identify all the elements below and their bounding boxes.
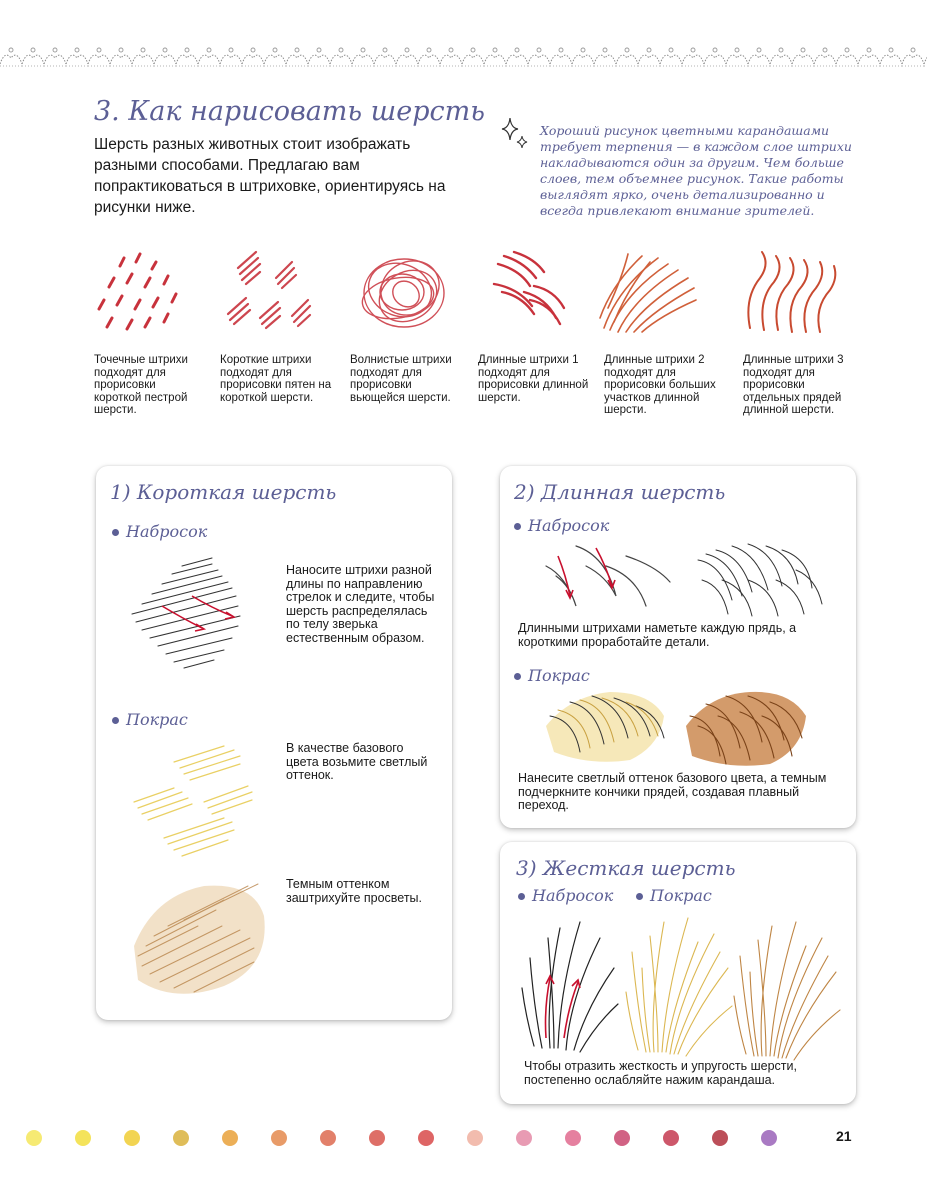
pencil-color-dot xyxy=(712,1130,728,1146)
pencil-color-dot xyxy=(467,1130,483,1146)
short-fur-title: 1) Короткая шерсть xyxy=(110,480,337,504)
coarse-fur-text: Чтобы отразить жесткость и упругость шерсти, постепенно ослабляйте нажим карандаша. xyxy=(524,1059,797,1087)
long-fur-card xyxy=(500,466,856,828)
pencil-color-dot xyxy=(271,1130,287,1146)
coarse-fur-light-color-art xyxy=(624,912,734,1062)
pencil-color-dot xyxy=(369,1130,385,1146)
long-fur-sketch-text: Длинными штрихами наметьте каждую прядь, а короткими проработайте детали. xyxy=(518,621,797,649)
sparkle-icon xyxy=(500,116,530,152)
pencil-color-dot xyxy=(516,1130,532,1146)
pencil-color-dot xyxy=(565,1130,581,1146)
intro-text: Шерсть разных животных стоит изображать разными способами. Предлагаю вам попрактиковаться в штриховке, ориентируясь на рисунки ниже. xyxy=(94,136,446,216)
long-strokes-1-swatch xyxy=(484,248,584,338)
pencil-color-dot xyxy=(663,1130,679,1146)
page-title: 3. Как нарисовать шерсть xyxy=(94,96,485,127)
short-fur-base-color-art xyxy=(124,742,264,862)
page-number: 21 xyxy=(836,1128,852,1144)
caption-long-strokes-3: Длинные штрихи 3 подходят для прорисовки отдельных прядей длинной шерсти. xyxy=(743,354,844,416)
long-fur-color-text: Нанесите светлый оттенок базового цвета, а темным подчеркните кончики прядей, создавая плавный переход. xyxy=(518,771,827,812)
long-strokes-2-swatch xyxy=(598,248,698,338)
long-fur-sketch-art-2 xyxy=(692,540,826,620)
long-fur-dark-color-art xyxy=(680,686,810,770)
long-fur-light-color-art xyxy=(540,686,670,766)
wavy-strokes-swatch xyxy=(354,248,454,338)
short-strokes-swatch xyxy=(220,248,320,338)
dot-strokes-swatch xyxy=(92,248,192,338)
coarse-fur-title: 3) Жесткая шерсть xyxy=(516,856,736,880)
short-fur-sketch-label: Набросок xyxy=(112,522,207,541)
pencil-color-dot xyxy=(320,1130,336,1146)
short-fur-dark-color-text: Темным оттенком заштрихуйте просветы. xyxy=(286,877,423,905)
short-fur-color-label: Покрас xyxy=(112,710,188,729)
coarse-fur-sketch-art xyxy=(520,918,620,1058)
short-fur-dark-color-art xyxy=(124,876,274,1006)
short-fur-card xyxy=(96,466,452,1020)
long-fur-color-label: Покрас xyxy=(514,666,590,685)
pencil-color-dot xyxy=(418,1130,434,1146)
short-fur-base-color-text: В качестве базового цвета возьмите светлый оттенок. xyxy=(286,741,428,782)
pencil-color-dot xyxy=(173,1130,189,1146)
caption-long-strokes-1: Длинные штрихи 1 подходят для прорисовки длинной шерсти. xyxy=(478,354,589,404)
pencil-color-dot xyxy=(614,1130,630,1146)
caption-short-strokes: Короткие штрихи подходят для прорисовки пятен на короткой шерсти. xyxy=(220,354,332,404)
pencil-color-dot xyxy=(124,1130,140,1146)
long-strokes-3-swatch xyxy=(740,248,840,338)
tip-note: Хороший рисунок цветными карандашами требует терпения — в каждом слое штрихи накладываются один за другим. Чем больше слоев, тем объемнее рисунок. Такие работы выглядят ярко, очень детализированно и всегда привлекают внимание зрителей. xyxy=(540,123,852,218)
caption-wavy-strokes: Волнистые штрихи подходят для прорисовки вьющейся шерсти. xyxy=(350,354,452,404)
caption-long-strokes-2: Длинные штрихи 2 подходят для прорисовки больших участков длинной шерсти. xyxy=(604,354,716,416)
pencil-color-dot xyxy=(75,1130,91,1146)
pencil-color-row xyxy=(0,1128,927,1148)
long-fur-sketch-label: Набросок xyxy=(514,516,609,535)
coarse-fur-sketch-label: Набросок xyxy=(518,886,613,905)
coarse-fur-dark-color-art xyxy=(732,916,842,1066)
short-fur-sketch-text: Наносите штрихи разной длины по направлению стрелок и следите, чтобы шерсть распределялась по телу зверька естественным образом. xyxy=(286,563,435,645)
pencil-color-dot xyxy=(222,1130,238,1146)
pencil-color-dot xyxy=(26,1130,42,1146)
pencil-color-dot xyxy=(761,1130,777,1146)
coarse-fur-color-label: Покрас xyxy=(636,886,712,905)
long-fur-sketch-art xyxy=(536,536,676,612)
caption-dot-strokes: Точечные штрихи подходят для прорисовки короткой пестрой шерсти. xyxy=(94,354,188,416)
coarse-fur-card xyxy=(500,842,856,1104)
long-fur-title: 2) Длинная шерсть xyxy=(514,480,726,504)
lace-border xyxy=(0,44,927,70)
short-fur-sketch-art xyxy=(122,556,278,676)
